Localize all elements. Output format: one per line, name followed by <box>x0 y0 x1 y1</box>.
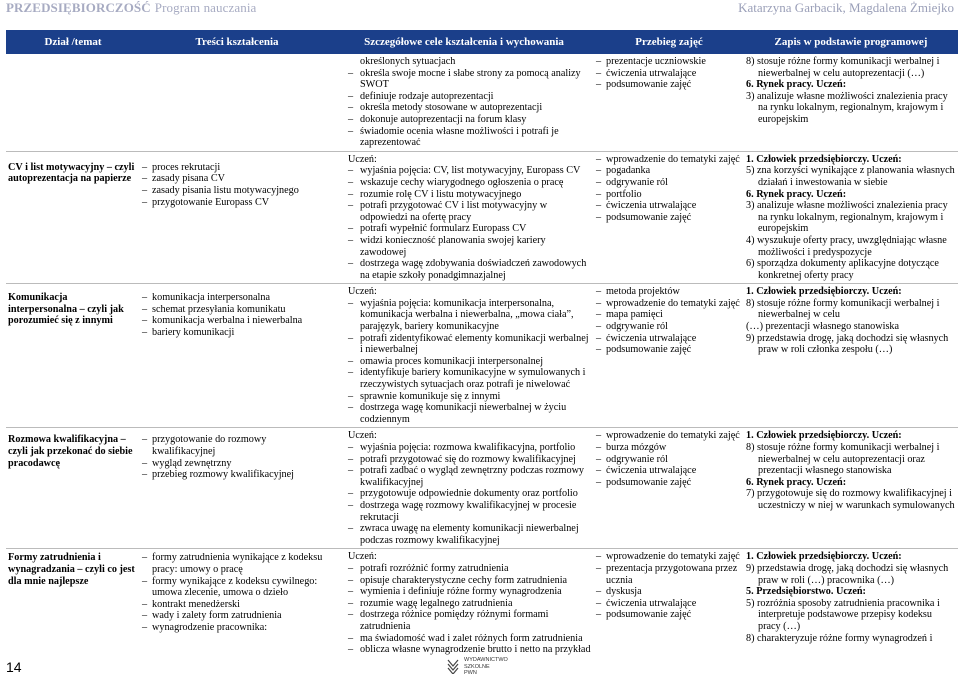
list-item: – świadomie ocenia własne możliwości i potrafi je zaprezentować <box>334 126 592 149</box>
student-label: Uczeń: <box>348 551 377 563</box>
list-item: – identyfikuje bariery komunikacyjne w symulowanych i rzeczywistych sytuacjach oraz potrafi je niwelować <box>334 367 592 390</box>
cell-goals <box>334 284 594 428</box>
cell-curriculum <box>744 284 958 428</box>
list-item: – pogadanka <box>596 165 742 177</box>
list-item: – wprowadzenie do tematyki zajęć <box>596 430 742 442</box>
list-item: – podsumowanie zajęć <box>596 477 742 489</box>
list-item: – bariery komunikacji <box>142 327 332 339</box>
cell-content <box>140 428 334 549</box>
authors: Katarzyna Garbacik, Magdalena Żmiejko <box>738 0 954 15</box>
student-label: Uczeń: <box>348 286 377 298</box>
list-item: – wprowadzenie do tematyki zajęć <box>596 298 742 310</box>
list-item: – formy zatrudnienia wynikające z kodeksu pracy: umowy o pracę <box>142 552 332 575</box>
cell-content <box>140 284 334 428</box>
list-item: – wymienia i definiuje różne formy wynagrodzenia <box>334 586 592 598</box>
list-item: – metoda projektów <box>596 286 742 298</box>
list-item: – potrafi przygotować CV i list motywacyjny w odpowiedzi na ofertę pracy <box>334 200 592 223</box>
list-item: – potrafi zidentyfikować elementy komunikacji werbalnej i niewerbalnej <box>334 333 592 356</box>
topic-title: Rozmowa kwalifikacyjna – czyli jak przekonać do siebie pracodawcę <box>8 434 133 469</box>
brand-title <box>6 0 256 16</box>
list-item: – zwraca uwagę na elementy komunikacji niewerbalnej podczas rozmowy kwalifikacyjnej <box>334 523 592 546</box>
list-item: – przebieg rozmowy kwalifikacyjnej <box>142 469 332 481</box>
curriculum-line: 9) przedstawia drogę, jaką dochodzi się własnych praw w roli członka zespołu (…) <box>746 332 949 356</box>
list-item: – ćwiczenia utrwalające <box>596 200 742 212</box>
list-item: – komunikacja interpersonalna <box>142 292 332 304</box>
list-item: – oblicza własne wynagrodzenie brutto i netto na przykład <box>334 644 592 656</box>
cell-goals <box>334 428 594 549</box>
cell-goals <box>334 151 594 284</box>
list-item: – dostrzega wagę zdobywania doświadczeń zawodowych na etapie szkoły ponadgimnazjalnej <box>334 258 592 281</box>
cell-topic <box>6 54 140 151</box>
cell-activities <box>594 549 744 658</box>
list-item: – omawia proces komunikacji interpersonalnej <box>334 356 592 368</box>
topic-title: CV i list motywacyjny – czyli autoprezentacja na papierze <box>8 161 135 185</box>
col-header-goals: Szczegółowe cele kształcenia i wychowania <box>334 30 594 54</box>
curriculum-heading: 5. Przedsiębiorstwo. Uczeń: <box>746 586 866 598</box>
document-header <box>0 0 960 18</box>
program-label: Program nauczania <box>154 0 257 15</box>
list-item: – wprowadzenie do tematyki zajęć <box>596 551 742 563</box>
list-item: – opisuje charakterystyczne cechy form zatrudnienia <box>334 575 592 587</box>
col-header-curriculum: Zapis w podstawie programowej <box>744 30 958 54</box>
curriculum-line: (…) prezentacji własnego stanowiska <box>746 321 900 333</box>
brand-name: PRZEDSIĘBIORCZOŚĆ <box>6 0 151 15</box>
list-item: – wyjaśnia pojęcia: rozmowa kwalifikacyjna, portfolio <box>334 442 592 454</box>
col-header-content: Treści kształcenia <box>140 30 334 54</box>
list-item: – podsumowanie zajęć <box>596 79 742 91</box>
list-item: – ma świadomość wad i zalet różnych form zatrudnienia <box>334 633 592 645</box>
list-item: – wprowadzenie do tematyki zajęć <box>596 154 742 166</box>
cell-activities <box>594 54 744 151</box>
list-item: – prezentacja przygotowana przez ucznia <box>596 563 742 586</box>
list-item: – proces rekrutacji <box>142 162 332 174</box>
curriculum-line: 3) analizuje własne możliwości znalezienia pracy na rynku lokalnym, regionalnym, krajowym i europejskim <box>746 90 948 125</box>
curriculum-heading: 1. Człowiek przedsiębiorczy. Uczeń: <box>746 430 902 442</box>
cell-curriculum <box>744 428 958 549</box>
list-item: – odgrywanie ról <box>596 454 742 466</box>
cell-content <box>140 151 334 284</box>
list-item: – rozumie rolę CV i listu motywacyjnego <box>334 189 592 201</box>
cell-goals <box>334 54 594 151</box>
curriculum-line: 6) sporządza dokumenty aplikacyjne dotyczące konkretnej oferty pracy <box>746 258 939 281</box>
curriculum-table <box>6 30 958 658</box>
list-item: – podsumowanie zajęć <box>596 344 742 356</box>
list-item: – wyjaśnia pojęcia: CV, list motywacyjny, Europass CV <box>334 165 592 177</box>
curriculum-line: 5) rozróżnia sposoby zatrudnienia pracownika i interpretuje podstawowe przepisy kodeksu pracy (…) <box>746 597 940 632</box>
cell-curriculum <box>744 54 958 151</box>
table-row <box>6 284 958 428</box>
curriculum-heading: 1. Człowiek przedsiębiorczy. Uczeń: <box>746 551 902 563</box>
curriculum-line: 8) charakteryzuje różne formy wynagrodzeń i <box>746 632 933 644</box>
list-item: – burza mózgów <box>596 442 742 454</box>
curriculum-line: 9) przedstawia drogę, jaką dochodzi się własnych praw w roli (…) pracownika (…) <box>746 562 949 586</box>
cell-curriculum <box>744 151 958 284</box>
table-header-row <box>6 30 958 54</box>
list-item: – odgrywanie ról <box>596 321 742 333</box>
list-item: – wady i zalety form zatrudnienia <box>142 610 332 622</box>
list-item: – określa swoje mocne i słabe strony za pomocą analizy SWOT <box>334 68 592 91</box>
list-item: – dyskusja <box>596 586 742 598</box>
list-item: – przygotowanie Europass CV <box>142 197 332 209</box>
cell-activities <box>594 151 744 284</box>
logo-line: SZKOLNE <box>464 663 490 670</box>
list-item: – kontrakt menedżerski <box>142 599 332 611</box>
list-item: – sprawnie komunikuje się z innymi <box>334 391 592 403</box>
list-item: – rozumie wagę legalnego zatrudnienia <box>334 598 592 610</box>
list-item: – dokonuje autoprezentacji na forum klasy <box>334 114 592 126</box>
cell-goals <box>334 549 594 658</box>
cell-topic <box>6 428 140 549</box>
goal-continuation-text: określonych sytuacjach <box>360 56 456 67</box>
list-item: – portfolio <box>596 189 742 201</box>
list-item: – potrafi przygotować się do rozmowy kwalifikacyjnej <box>334 454 592 466</box>
list-item: – ćwiczenia utrwalające <box>596 68 742 80</box>
curriculum-line: 8) stosuje różne formy komunikacji werbalnej i niewerbalnej w celu <box>746 297 940 321</box>
col-header-activities: Przebieg zajęć <box>594 30 744 54</box>
student-label: Uczeń: <box>348 430 377 442</box>
logo-line: WYDAWNICTWO <box>464 657 508 663</box>
cell-content <box>140 549 334 658</box>
list-item: – wygląd zewnętrzny <box>142 458 332 470</box>
list-item: – ćwiczenia utrwalające <box>596 333 742 345</box>
cell-topic <box>6 151 140 284</box>
list-item: – wynagrodzenie pracownika: <box>142 622 332 634</box>
page-number: 14 <box>6 659 22 675</box>
list-item: – ćwiczenia utrwalające <box>596 598 742 610</box>
list-item: – przygotowuje odpowiednie dokumenty oraz portfolio <box>334 488 592 500</box>
list-item: – prezentacje uczniowskie <box>596 56 742 68</box>
student-label: Uczeń: <box>348 153 377 165</box>
topic-title: Komunikacja interpersonalna – czyli jak porozumieć się z innymi <box>8 292 124 327</box>
curriculum-heading: 6. Rynek pracy. Uczeń: <box>746 79 847 91</box>
logo-line: PWN <box>464 670 477 676</box>
col-header-topic: Dział /temat <box>6 30 140 54</box>
list-item: – dostrzega wagę rozmowy kwalifikacyjnej w procesie rekrutacji <box>334 500 592 523</box>
list-item: – wskazuje cechy wiarygodnego ogłoszenia o pracę <box>334 177 592 189</box>
list-item: – zasady pisania listu motywacyjnego <box>142 185 332 197</box>
cell-topic <box>6 284 140 428</box>
curriculum-line: 5) zna korzyści wynikające z planowania własnych działań i inwestowania w siebie <box>746 165 955 188</box>
cell-curriculum <box>744 549 958 658</box>
cell-topic <box>6 549 140 658</box>
list-item: – podsumowanie zajęć <box>596 609 742 621</box>
table-row <box>6 151 958 284</box>
table-row <box>6 428 958 549</box>
list-item: – odgrywanie ról <box>596 177 742 189</box>
curriculum-line: 7) przygotowuje się do rozmowy kwalifikacyjnej i uczestniczy w niej w warunkach symulowanych <box>746 488 955 511</box>
publisher-logo <box>446 656 526 682</box>
table-row-continuation <box>6 54 958 151</box>
curriculum-heading: 6. Rynek pracy. Uczeń: <box>746 188 847 200</box>
list-item: – potrafi rozróżnić formy zatrudnienia <box>334 563 592 575</box>
list-item: – definiuje rodzaje autoprezentacji <box>334 91 592 103</box>
cell-activities <box>594 428 744 549</box>
list-item: – formy wynikające z kodeksu cywilnego: umowa zlecenie, umowa o dzieło <box>142 576 332 599</box>
list-item: – określa metody stosowane w autoprezentacji <box>334 102 592 114</box>
curriculum-line: 8) stosuje różne formy komunikacji werbalnej i niewerbalnej w celu autoprezentacji (…) <box>746 56 940 79</box>
list-item: – mapa pamięci <box>596 309 742 321</box>
list-item: – dostrzega różnice pomiędzy różnymi formami zatrudnienia <box>334 609 592 632</box>
publisher-logo-text <box>464 657 508 677</box>
publisher-logo-icon <box>446 658 460 674</box>
list-item: – potrafi zadbać o wygląd zewnętrzny podczas rozmowy kwalifikacyjnej <box>334 465 592 488</box>
curriculum-line: 3) analizuje własne możliwości znalezienia pracy na rynku lokalnym, regionalnym, krajowym i europejskim <box>746 200 948 235</box>
curriculum-heading: 1. Człowiek przedsiębiorczy. Uczeń: <box>746 286 902 298</box>
list-item: – podsumowanie zajęć <box>596 212 742 224</box>
cell-content <box>140 54 334 151</box>
curriculum-line: 8) stosuje różne formy komunikacji werbalnej i niewerbalnej w celu autoprezentacji oraz prezentacji własnego stanowiska <box>746 442 940 477</box>
list-item: – przygotowanie do rozmowy kwalifikacyjnej <box>142 434 332 457</box>
curriculum-line: 4) wyszukuje oferty pracy, uwzględniając własne możliwości i predyspozycje <box>746 234 947 258</box>
list-item: – potrafi wypełnić formularz Europass CV <box>334 223 592 235</box>
list-item: – widzi konieczność planowania swojej kariery zawodowej <box>334 235 592 258</box>
list-item: – wyjaśnia pojęcia: komunikacja interpersonalna, komunikacja werbalna i niewerbalna, „mowa ciała”, parajęzyk, bariery komunikacyjne <box>334 298 592 333</box>
table-row <box>6 549 958 658</box>
curriculum-heading: 1. Człowiek przedsiębiorczy. Uczeń: <box>746 153 902 165</box>
topic-title: Formy zatrudnienia i wynagradzania – czyli co jest dla mnie najlepsze <box>8 552 135 587</box>
list-item: – komunikacja werbalna i niewerbalna <box>142 315 332 327</box>
list-item: – ćwiczenia utrwalające <box>596 465 742 477</box>
cell-activities <box>594 284 744 428</box>
list-item: – schemat przesyłania komunikatu <box>142 304 332 316</box>
curriculum-heading: 6. Rynek pracy. Uczeń: <box>746 476 847 488</box>
list-item: – zasady pisana CV <box>142 173 332 185</box>
list-item: – dostrzega wagę komunikacji niewerbalnej w życiu codziennym <box>334 402 592 425</box>
